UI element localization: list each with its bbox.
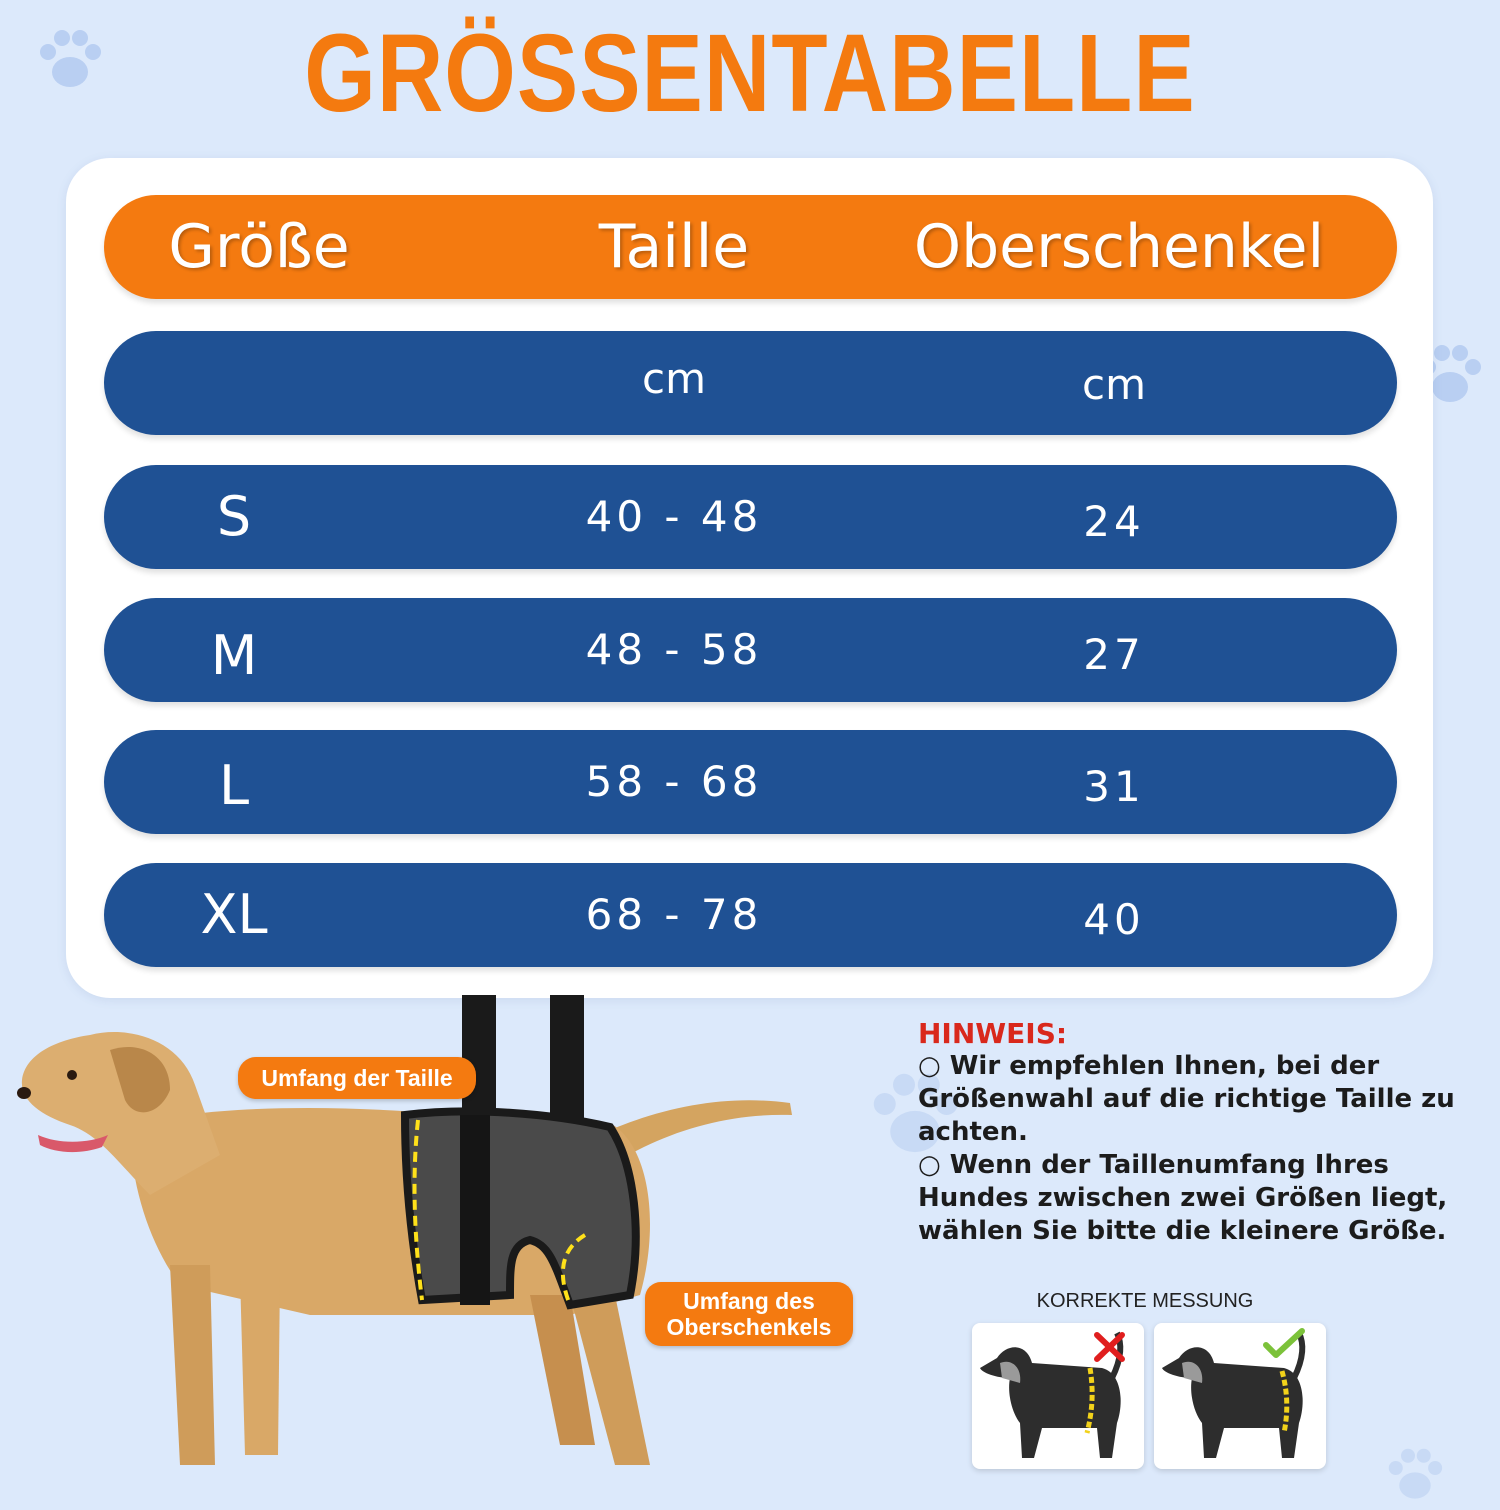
- row-waist: 58 - 68: [585, 757, 763, 806]
- note-item-2: ○ Wenn der Taillenumfang Ihres Hundes zwischen zwei Größen liegt, wählen Sie bitte die kleinere Größe.: [918, 1150, 1448, 1246]
- row-size: XL: [200, 883, 268, 946]
- row-thigh: 24: [1083, 497, 1145, 546]
- table-unit-row: [104, 331, 1397, 435]
- incorrect-measurement-image: [972, 1323, 1144, 1469]
- correct-measurement-image: [1154, 1323, 1326, 1469]
- row-waist: 68 - 78: [585, 890, 763, 939]
- sizing-note: [918, 1017, 1478, 1248]
- header-waist: Taille: [598, 212, 750, 282]
- table-row: [104, 863, 1397, 967]
- page-title: GRÖSSENTABELLE: [304, 12, 1196, 136]
- table-header-row: [104, 195, 1397, 299]
- table-row: [104, 598, 1397, 702]
- note-item-1: ○ Wir empfehlen Ihnen, bei der Größenwahl auf die richtige Taille zu achten.: [918, 1051, 1455, 1147]
- row-size: S: [216, 485, 252, 548]
- row-thigh: 40: [1083, 895, 1145, 944]
- thigh-label-line1: Umfang des: [683, 1288, 815, 1314]
- row-size: M: [210, 624, 258, 687]
- note-heading: HINWEIS:: [918, 1017, 1068, 1050]
- measurement-caption: KORREKTE MESSUNG: [1036, 1290, 1254, 1312]
- header-size: Größe: [168, 212, 350, 282]
- unit-thigh: cm: [1081, 360, 1146, 409]
- header-thigh: Oberschenkel: [913, 212, 1325, 282]
- row-thigh: 31: [1083, 762, 1145, 811]
- thigh-label-line2: Oberschenkels: [666, 1314, 832, 1340]
- table-row: [104, 730, 1397, 834]
- thigh-label-badge: [645, 1282, 853, 1346]
- check-mark-icon: [1266, 1331, 1302, 1355]
- row-waist: 40 - 48: [585, 492, 763, 541]
- paw-print-icon: [1380, 1440, 1450, 1510]
- row-thigh: 27: [1083, 630, 1145, 679]
- waist-label-badge: Umfang der Taille: [238, 1057, 476, 1099]
- unit-waist: cm: [641, 354, 706, 403]
- table-row: [104, 465, 1397, 569]
- row-size: L: [218, 754, 250, 817]
- unit-size: [124, 331, 344, 435]
- row-waist: 48 - 58: [585, 625, 763, 674]
